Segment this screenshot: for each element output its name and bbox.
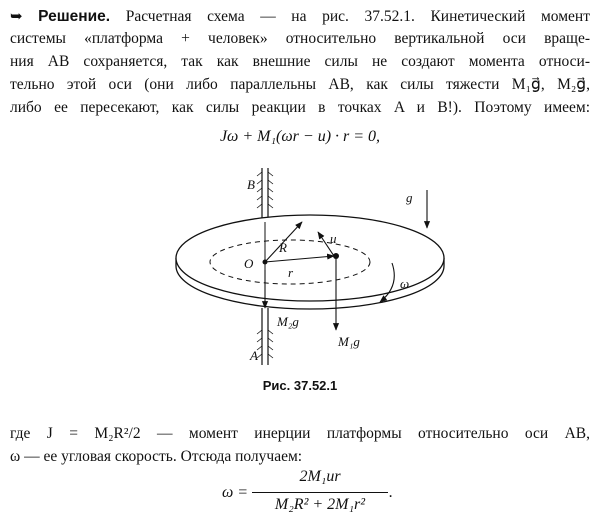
text-line-4: тельно этой оси (они либо параллельны AB, как силы тяжести M₁g⃗, M₂g⃗, <box>10 76 590 93</box>
label-B: B <box>247 177 255 192</box>
arrow-bullet-icon: ➥ <box>10 7 23 25</box>
equation-omega-denominator: M₂R² + 2M₁r² <box>274 496 366 513</box>
equation-omega-period: . <box>389 484 393 501</box>
text-line-1-rest: Расчетная схема — на рис. 37.52.1. Кинетический момент <box>125 8 590 25</box>
label-r: r <box>288 265 294 280</box>
equation-momentum: Jω + M₁(ωr − u) · r = 0, <box>219 128 381 145</box>
label-M1g: M₁g⃗ <box>338 334 370 349</box>
bearing-bottom <box>257 308 273 365</box>
equation-omega-lhs: ω = <box>222 484 249 501</box>
text-line-2: системы «платформа + человек» относительно вертикальной оси враще- <box>10 30 590 47</box>
person-point <box>333 253 339 259</box>
label-R: R <box>279 240 287 255</box>
fraction-bar <box>252 492 388 493</box>
label-g: g⃗ <box>406 190 423 205</box>
label-u: u⃗ <box>330 231 347 246</box>
text-line-3: ния AB сохраняется, так как внешние силы не создают момента относи- <box>10 53 590 70</box>
text-after-1: где J = M₂R²/2 — момент инерции платформы относительно оси AB, <box>10 425 590 442</box>
platform-disk <box>176 215 444 309</box>
center-point-O <box>263 260 268 265</box>
label-omega: ω <box>400 276 410 291</box>
label-A: A <box>250 348 258 363</box>
text-line-5: либо ее пересекают, как силы реакции в точках A и B!). Поэтому имеем: <box>10 99 590 116</box>
equation-omega-numerator: 2M₁ur <box>299 468 341 485</box>
text-after-2: ω — ее угловая скорость. Отсюда получаем: <box>10 448 303 465</box>
label-O: O <box>244 256 254 271</box>
equation-omega <box>0 468 600 528</box>
figure-caption: Рис. 37.52.1 <box>262 378 338 393</box>
solution-heading: Решение. <box>38 8 111 25</box>
bearing-top <box>257 168 273 222</box>
label-M2g: M₂g⃗ <box>277 314 309 329</box>
